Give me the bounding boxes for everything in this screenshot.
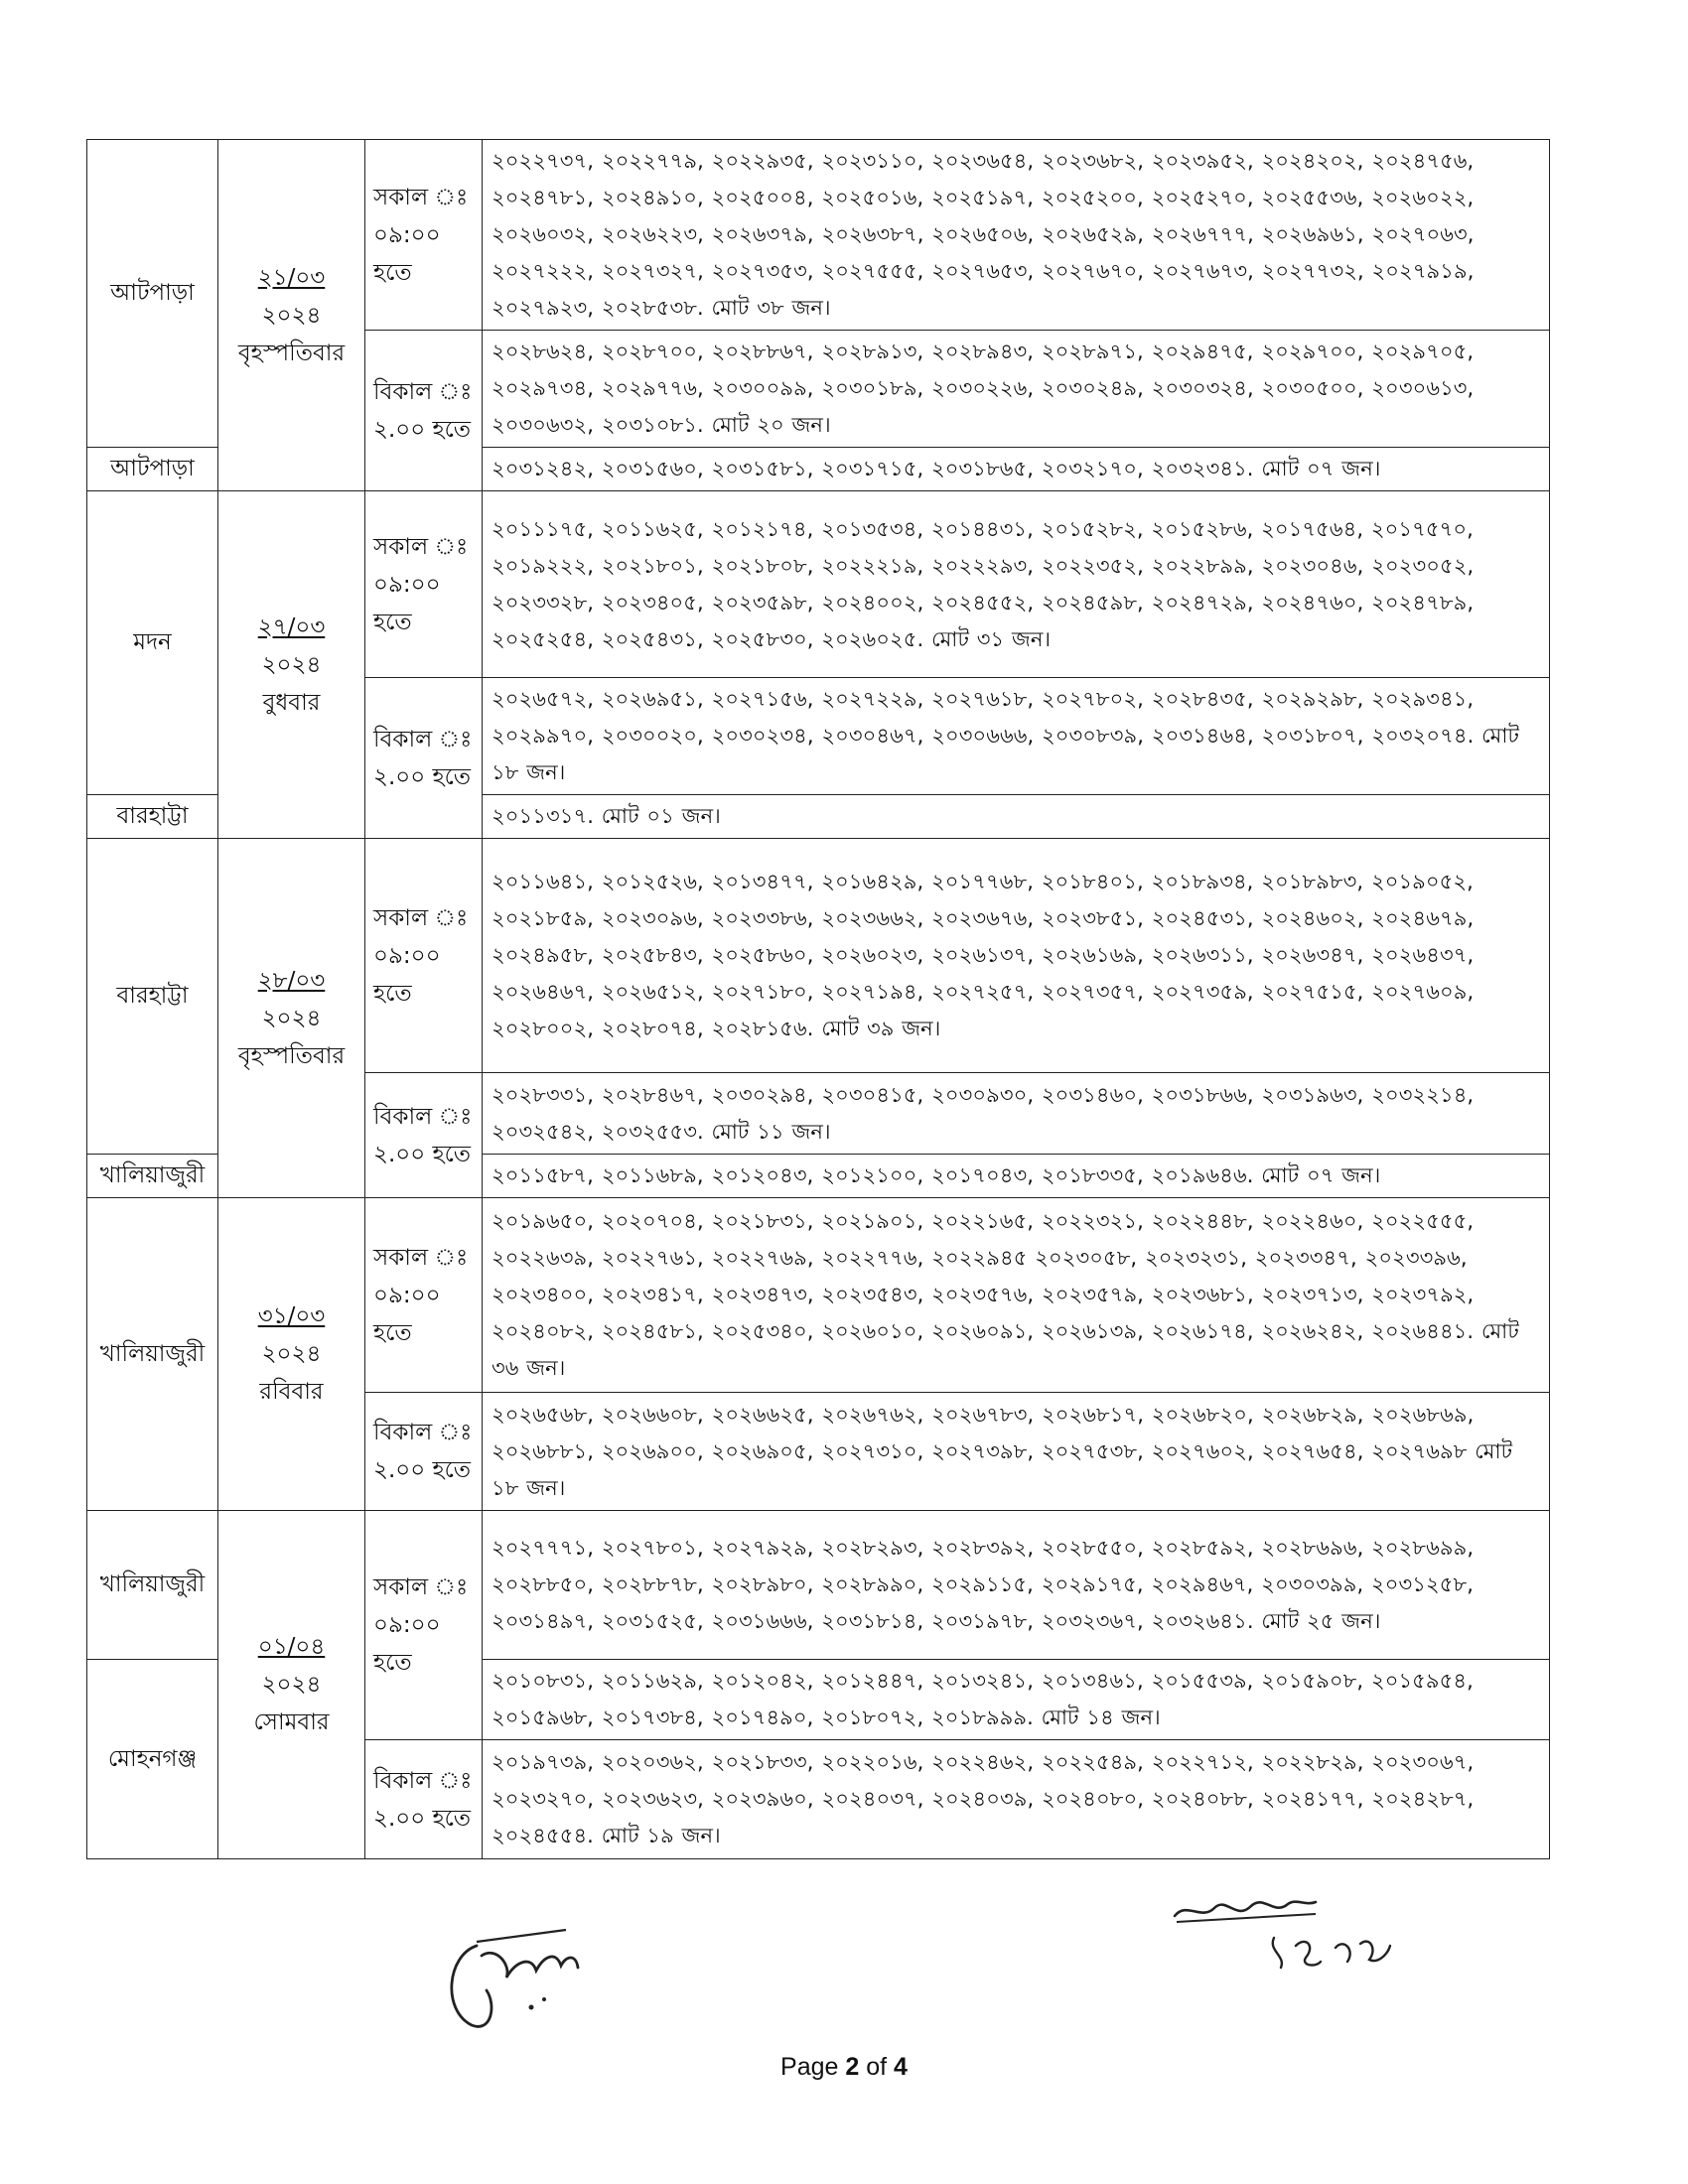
session-cell: সকাল ঃ ০৯:০০ হতে	[365, 1511, 483, 1740]
roll-list: ২০১৯৬৫০, ২০২০৭০৪, ২০২১৮৩১, ২০২১৯০১, ২০২২১৬৫, ২০২২৩২১, ২০২২৪৪৮, ২০২২৪৬০, ২০২২৫৫৫, ২০২২৬৩৯, ২০২২৭৬১, ২০২২৭৬৯, ২০২২৭৭৬, ২০২২৯৪৫ ২০২৩০৫৮, ২০২৩২৩১, ২০২৩৩৪৭, ২০২৩৩৯৬, ২০২৩৪০০, ২০২৩৪১৭, ২০২৩৪৭৩, ২০২৩৫৪৩, ২০২৩৫৭৬, ২০২৩৫৭৯, ২০২৩৬৮১, ২০২৩৭১৩, ২০২৩৭৯২, ২০২৪০৮২, ২০২৪৫৮১, ২০২৫৩৪০, ২০২৬০১০, ২০২৬০৯১, ২০২৬১৩৯, ২০২৬১৭৪, ২০২৬২৪২, ২০২৬৪৪১. মোট ৩৬ জন।	[483, 1198, 1550, 1393]
session-cell: বিকাল ঃ ২.০০ হতে	[365, 1073, 483, 1198]
session-cell: সকাল ঃ ০৯:০০ হতে	[365, 839, 483, 1073]
exam-day: বৃহস্পতিবার	[237, 340, 346, 366]
date-cell	[218, 1198, 365, 1511]
signature-left	[437, 1916, 596, 2045]
upazila-cell: আটপাড়া	[87, 448, 218, 491]
exam-year: ২০২৪	[261, 1341, 322, 1367]
exam-date: ৩১/০৩	[257, 1303, 326, 1329]
exam-day: রবিবার	[259, 1379, 324, 1405]
upazila-cell: আটপাড়া	[87, 140, 218, 448]
exam-date: ০১/০৪	[257, 1634, 326, 1660]
session-cell: বিকাল ঃ ২.০০ হতে	[365, 1393, 483, 1511]
roll-list: ২০২২৭৩৭, ২০২২৭৭৯, ২০২২৯৩৫, ২০২৩১১০, ২০২৩৬৫৪, ২০২৩৬৮২, ২০২৩৯৫২, ২০২৪২০২, ২০২৪৭৫৬, ২০২৪৭৮১, ২০২৪৯১০, ২০২৫০০৪, ২০২৫০১৬, ২০২৫১৯৭, ২০২৫২০০, ২০২৫২৭০, ২০২৫৫৩৬, ২০২৬০২২, ২০২৬০৩২, ২০২৬২২৩, ২০২৬৩৭৯, ২০২৬৩৮৭, ২০২৬৫০৬, ২০২৬৫২৯, ২০২৬৭৭৭, ২০২৬৯৬১, ২০২৭০৬৩, ২০২৭২২২, ২০২৭৩২৭, ২০২৭৩৫৩, ২০২৭৫৫৫, ২০২৭৬৫৩, ২০২৭৬৭০, ২০২৭৬৭৩, ২০২৭৭৩২, ২০২৭৯১৯, ২০২৭৯২৩, ২০২৮৫৩৮. মোট ৩৮ জন।	[483, 140, 1550, 331]
session-cell: বিকাল ঃ ২.০০ হতে	[365, 1740, 483, 1859]
session-cell: সকাল ঃ ০৯:০০ হতে	[365, 1198, 483, 1393]
exam-date: ২৭/০৩	[257, 614, 326, 640]
roll-list: ২০২৬৫৭২, ২০২৬৯৫১, ২০২৭১৫৬, ২০২৭২২৯, ২০২৭৬১৮, ২০২৭৮০২, ২০২৮৪৩৫, ২০২৯২৯৮, ২০২৯৩৪১, ২০২৯৯৭০, ২০৩০০২০, ২০৩০২৩৪, ২০৩০৪৬৭, ২০৩০৬৬৬, ২০৩০৮৩৯, ২০৩১৪৬৪, ২০৩১৮০৭, ২০৩২০৭৪. মোট ১৮ জন।	[483, 678, 1550, 795]
exam-year: ২০২৪	[261, 1005, 322, 1031]
table-row	[87, 839, 1550, 1073]
roll-list: ২০১০৮৩১, ২০১১৬২৯, ২০১২০৪২, ২০১২৪৪৭, ২০১৩২৪১, ২০১৩৪৬১, ২০১৫৫৩৯, ২০১৫৯০৮, ২০১৫৯৫৪, ২০১৫৯৬৮, ২০১৭৩৮৪, ২০১৭৪৯০, ২০১৮০৭২, ২০১৮৯৯৯. মোট ১৪ জন।	[483, 1660, 1550, 1740]
session-cell: বিকাল ঃ ২.০০ হতে	[365, 678, 483, 839]
page-current: 2	[845, 2053, 860, 2081]
date-cell	[218, 1511, 365, 1859]
table-row	[87, 491, 1550, 678]
session-cell: সকাল ঃ ০৯:০০ হতে	[365, 491, 483, 678]
date-cell	[218, 839, 365, 1198]
upazila-cell: বারহাট্টা	[87, 839, 218, 1155]
upazila-cell: খালিয়াজুরী	[87, 1511, 218, 1660]
upazila-cell: খালিয়াজুরী	[87, 1198, 218, 1511]
page-total: 4	[894, 2053, 908, 2081]
roll-list: ২০২৮৬২৪, ২০২৮৭০০, ২০২৮৮৬৭, ২০২৮৯১৩, ২০২৮৯৪৩, ২০২৮৯৭১, ২০২৯৪৭৫, ২০২৯৭০০, ২০২৯৭০৫, ২০২৯৭৩৪, ২০২৯৭৭৬, ২০৩০০৯৯, ২০৩০১৮৯, ২০৩০২২৬, ২০৩০২৪৯, ২০৩০৩২৪, ২০৩০৫০০, ২০৩০৬১৩, ২০৩০৬৩২, ২০৩১০৮১. মোট ২০ জন।	[483, 331, 1550, 448]
date-cell	[218, 140, 365, 491]
date-cell	[218, 491, 365, 839]
table-row	[87, 1511, 1550, 1660]
roll-list: ২০৩১২৪২, ২০৩১৫৬০, ২০৩১৫৮১, ২০৩১৭১৫, ২০৩১৮৬৫, ২০৩২১৭০, ২০৩২৩৪১. মোট ০৭ জন।	[483, 448, 1550, 491]
roll-list: ২০১১৫৮৭, ২০১১৬৮৯, ২০১২০৪৩, ২০১২১০০, ২০১৭০৪৩, ২০১৮৩৩৫, ২০১৯৬৪৬. মোট ০৭ জন।	[483, 1155, 1550, 1198]
exam-year: ২০২৪	[261, 302, 322, 329]
upazila-cell: বারহাট্টা	[87, 795, 218, 839]
table-row	[87, 1198, 1550, 1393]
roll-list: ২০১১৬৪১, ২০১২৫২৬, ২০১৩৪৭৭, ২০১৬৪২৯, ২০১৭৭৬৮, ২০১৮৪০১, ২০১৮৯৩৪, ২০১৮৯৮৩, ২০১৯০৫২, ২০২১৮৫৯, ২০২৩০৯৬, ২০২৩৩৮৬, ২০২৩৬৬২, ২০২৩৬৭৬, ২০২৩৮৫১, ২০২৪৫৩১, ২০২৪৬০২, ২০২৪৬৭৯, ২০২৪৯৫৮, ২০২৫৮৪৩, ২০২৫৮৬০, ২০২৬০২৩, ২০২৬১৩৭, ২০২৬১৬৯, ২০২৬৩১১, ২০২৬৩৪৭, ২০২৬৪৩৭, ২০২৬৪৬৭, ২০২৬৫১২, ২০২৭১৮০, ২০২৭১৯৪, ২০২৭২৫৭, ২০২৭৩৫৭, ২০২৭৩৫৯, ২০২৭৫১৫, ২০২৭৬০৯, ২০২৮০০২, ২০২৮০৭৪, ২০২৮১৫৬. মোট ৩৯ জন।	[483, 839, 1550, 1073]
handwritten-signature-left-icon	[437, 1916, 596, 2045]
upazila-cell: খালিয়াজুরী	[87, 1155, 218, 1198]
exam-date: ২৮/০৩	[257, 967, 326, 994]
session-cell: সকাল ঃ ০৯:০০ হতে	[365, 140, 483, 331]
roll-list: ২০১১১৭৫, ২০১১৬২৫, ২০১২১৭৪, ২০১৩৫৩৪, ২০১৪৪৩১, ২০১৫২৮২, ২০১৫২৮৬, ২০১৭৫৬৪, ২০১৭৫৭০, ২০১৯২২২, ২০২১৮০১, ২০২১৮০৮, ২০২২২১৯, ২০২২২৯৩, ২০২২৩৫২, ২০২২৮৯৯, ২০২৩০৪৬, ২০২৩০৫২, ২০২৩৩২৮, ২০২৩৪০৫, ২০২৩৫৯৮, ২০২৪০০২, ২০২৪৫৫২, ২০২৪৫৯৮, ২০২৪৭২৯, ২০২৪৭৬০, ২০২৪৭৮৯, ২০২৫২৫৪, ২০২৫৪৩১, ২০২৫৮৩০, ২০২৬০২৫. মোট ৩১ জন।	[483, 491, 1550, 678]
session-cell: বিকাল ঃ ২.০০ হতে	[365, 331, 483, 491]
roll-list: ২০২৭৭৭১, ২০২৭৮০১, ২০২৭৯২৯, ২০২৮২৯৩, ২০২৮৩৯২, ২০২৮৫৫০, ২০২৮৫৯২, ২০২৮৬৯৬, ২০২৮৬৯৯, ২০২৮৮৫০, ২০২৮৮৭৮, ২০২৮৯৮০, ২০২৮৯৯০, ২০২৯১১৫, ২০২৯১৭৫, ২০২৯৪৬৭, ২০৩০৩৯৯, ২০৩১২৫৮, ২০৩১৪৯৭, ২০৩১৫২৫, ২০৩১৬৬৬, ২০৩১৮১৪, ২০৩১৯৭৮, ২০৩২৩৬৭, ২০৩২৬৪১. মোট ২৫ জন।	[483, 1511, 1550, 1660]
exam-year: ২০২৪	[261, 1672, 322, 1698]
exam-day: সোমবার	[253, 1709, 330, 1735]
upazila-cell: মোহনগঞ্জ	[87, 1660, 218, 1859]
roll-list: ২০২৮৩৩১, ২০২৮৪৬৭, ২০৩০২৯৪, ২০৩০৪১৫, ২০৩০৯৩০, ২০৩১৪৬০, ২০৩১৮৬৬, ২০৩১৯৬৩, ২০৩২২১৪, ২০৩২৫৪২, ২০৩২৫৫৩. মোট ১১ জন।	[483, 1073, 1550, 1155]
handwritten-signature-right-icon	[1157, 1876, 1455, 1985]
roll-list: ২০২৬৫৬৮, ২০২৬৬০৮, ২০২৬৬২৫, ২০২৬৭৬২, ২০২৬৭৮৩, ২০২৬৮১৭, ২০২৬৮২০, ২০২৬৮২৯, ২০২৬৮৬৯, ২০২৬৮৮১, ২০২৬৯০০, ২০২৬৯০৫, ২০২৭৩১০, ২০২৭৩৯৮, ২০২৭৫৩৮, ২০২৭৬০২, ২০২৭৬৫৪, ২০২৭৬৯৮ মোট ১৮ জন।	[483, 1393, 1550, 1511]
exam-day: বৃহস্পতিবার	[237, 1042, 346, 1069]
page-number: Page 2 of 4	[780, 2053, 908, 2081]
signature-right	[1157, 1876, 1455, 1985]
exam-schedule-table	[86, 139, 1550, 1859]
upazila-cell: মদন	[87, 491, 218, 795]
roll-list: ২০১১৩১৭. মোট ০১ জন।	[483, 795, 1550, 839]
exam-date: ২১/০৩	[257, 264, 326, 291]
table-row	[87, 140, 1550, 331]
roll-list: ২০১৯৭৩৯, ২০২০৩৬২, ২০২১৮৩৩, ২০২২০১৬, ২০২২৪৬২, ২০২২৫৪৯, ২০২২৭১২, ২০২২৮২৯, ২০২৩০৬৭, ২০২৩২৭০, ২০২৩৬২৩, ২০২৩৯৬০, ২০২৪০৩৭, ২০২৪০৩৯, ২০২৪০৮০, ২০২৪০৮৮, ২০২৪১৭৭, ২০২৪২৮৭, ২০২৪৫৫৪. মোট ১৯ জন।	[483, 1740, 1550, 1859]
exam-day: বুধবার	[262, 689, 321, 716]
exam-year: ২০২৪	[261, 651, 322, 678]
